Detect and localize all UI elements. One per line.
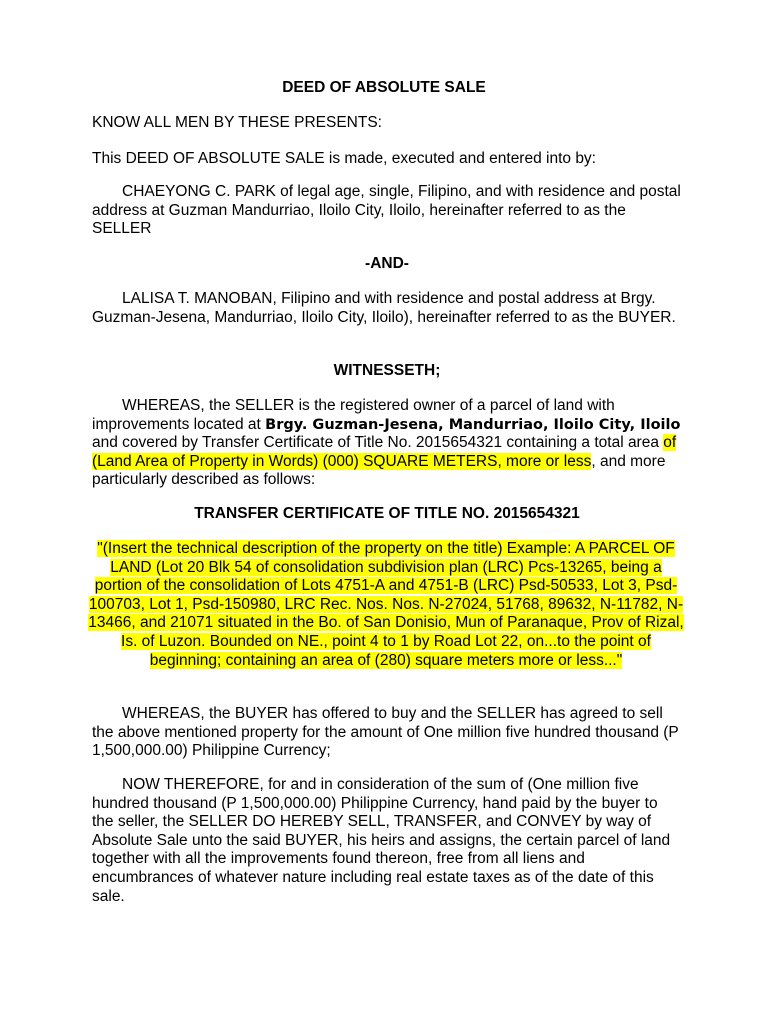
- now-therefore-paragraph: NOW THEREFORE, for and in consideration of the sum of (One million five hundred thousand (P 1,500,000.00) Philippine Currency, hand paid by the buyer to the seller, the SELLER DO HEREBY SELL, TRANSFER, and CONVEY by way of Absolute Sale unto the said BUYER, his heirs and assigns, the certain parcel of land together with all the improvements found thereon, free from all liens and encumbrances of whatever nature including real estate taxes as of the date of this sale.: [92, 776, 671, 905]
- whereas-owner-paragraph: [92, 397, 682, 490]
- seller-paragraph: CHAEYONG C. PARK of legal age, single, Filipino, and with residence and postal address at Guzman Mandurriao, Iloilo City, Iloilo, hereinafter referred to as the SELLER: [92, 183, 681, 238]
- greeting: KNOW ALL MEN BY THESE PRESENTS:: [92, 114, 382, 131]
- witnesseth-heading: WITNESSETH;: [333, 362, 441, 379]
- and-separator: -AND-: [365, 255, 409, 272]
- technical-description-paragraph: [88, 540, 684, 670]
- buyer-paragraph: LALISA T. MANOBAN, Filipino and with residence and postal address at Brgy. Guzman-Jesena, Mandurriao, Iloilo City, Iloilo), hereinafter referred to as the BUYER.: [92, 290, 676, 326]
- intro-paragraph: This DEED OF ABSOLUTE SALE is made, executed and entered into by:: [92, 150, 596, 167]
- tct-heading: TRANSFER CERTIFICATE OF TITLE NO. 2015654321: [194, 505, 580, 522]
- technical-description: "(Insert the technical description of the property on the title) Example: A PARCEL OF LAND (Lot 20 Blk 54 of consolidation subdivision plan (LRC) Pcs-13265, being a portion of the consolidation of Lots 4751-A and 4751-B (LRC) Psd-50533, Lot 3, Psd-100703, Lot 1, Psd-150980, LRC Rec. Nos. Nos. N-27024, 51768, 89632, N-11782, N-13466, and 21071 situated in the Bo. of San Donisio, Mun of Paranaque, Prov of Rizal, Is. of Luzon. Bounded on NE., point 4 to 1 by Road Lot 22, on...to the point of beginning; containing an area of (280) square meters more or less...": [88, 540, 684, 669]
- document-title: DEED OF ABSOLUTE SALE: [282, 79, 486, 96]
- property-location: Brgy. Guzman-Jesena, Mandurriao, Iloilo City, Iloilo: [265, 416, 681, 433]
- whereas-owner-text-2: and covered by Transfer Certificate of Title No. 2015654321 containing a total area: [92, 434, 664, 452]
- whereas-owner-text-1: WHEREAS, the SELLER is the registered owner of a parcel of land with improvements located at: [92, 397, 615, 433]
- whereas-buyer-paragraph: WHEREAS, the BUYER has offered to buy and the SELLER has agreed to sell the above mentioned property for the amount of One million five hundred thousand (P 1,500,000.00) Philippine Currency;: [92, 705, 679, 760]
- whereas-owner-text-3: , and more particularly described as follows:: [92, 452, 666, 489]
- land-area-placeholder: of (Land Area of Property in Words) (000) SQUARE METERS, more or less: [92, 434, 677, 470]
